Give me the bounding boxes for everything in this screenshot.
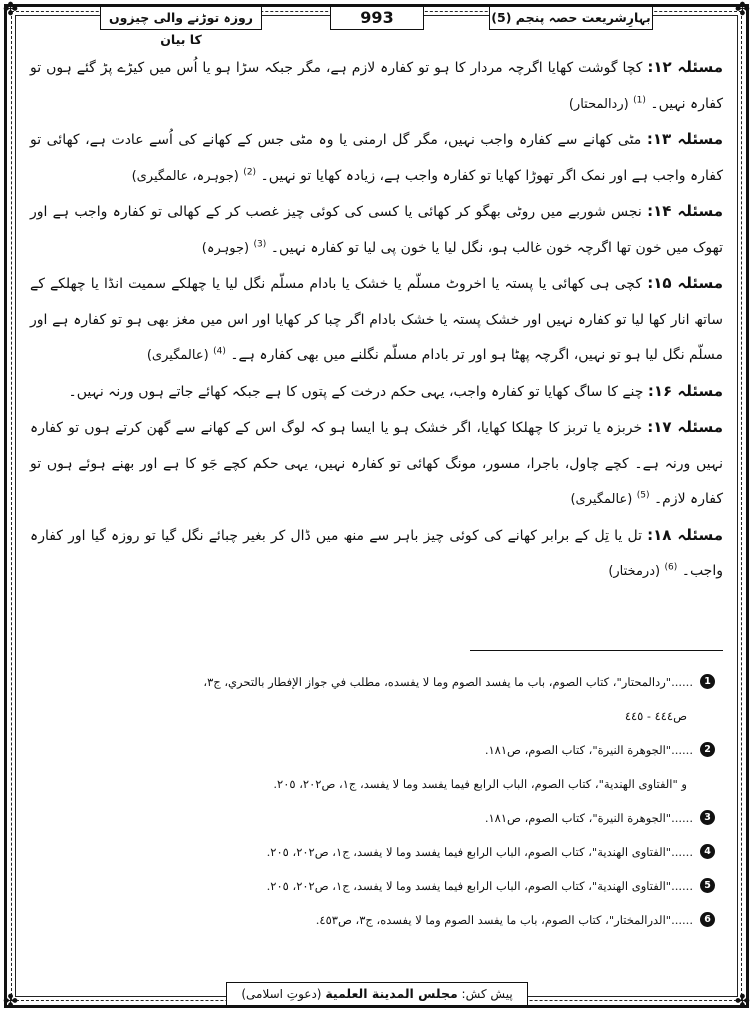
footnote-marker: (3) (253, 238, 267, 249)
corner-ornament-icon: ✤ (734, 991, 750, 1012)
footnotes (30, 665, 715, 937)
masla-paragraph (30, 194, 723, 266)
footnote-dots: ...... (671, 879, 693, 893)
page-footer (226, 982, 528, 1006)
footnote-number: 4 (700, 844, 715, 859)
footnote (30, 835, 715, 869)
masla-paragraph (30, 374, 723, 411)
footnote-text: و "الفتاوى الهندية"، كتاب الصوم، الباب الرابع فيما يفسد وما لا يفسد، ج١، ص٢٠٢، ٢٠٥. (273, 777, 687, 791)
footnote-text: "الفتاوى الهندية"، كتاب الصوم، الباب الرابع فيما يفسد وما لا يفسد، ج١، ص٢٠٢، ٢٠٥. (266, 845, 672, 859)
footnote-continuation (30, 699, 715, 733)
footnote-text: "الجوهرة النيرة"، كتاب الصوم، ص١٨١. (484, 743, 672, 757)
chapter-title: روزہ توڑنے والی چیزوں کا بیان (100, 6, 262, 30)
footnote-continuation (30, 767, 715, 801)
masla-text: نجس شوربے میں روٹی بھگو کر کھائی یا کسی کی کوئی چیز غصب کر کے کھالی تو کفارہ واجب ہے اور تھوک میں خون تھا اگرچہ خون غالب ہو، نگل لیا یا خون پی لیا تو کفارہ نہیں۔ (30, 204, 723, 256)
masla-text: کچی ہی کھائی یا پستہ یا اخروٹ مسلّم یا خشک یا بادام مسلّم نگل لیا یا چھلکے سمیت انڈا یا چھلکے کے ساتھ انار کھا لیا تو کفارہ نہیں اور خشک پستہ یا خشک بادام اگر چبا کر کھایا اور اس میں مغز بھی ہو تو کفارہ ہے اور مسلّم نگل لیا ہو تو نہیں، اگرچہ پھٹا ہو اور تر بادام مسلّم نگلنے میں بھی کفارہ ہے۔ (30, 276, 723, 363)
masla-text: کچا گوشت کھایا اگرچہ مردار کا ہو تو کفارہ لازم ہے، مگر جبکہ سڑا ہو یا اُس میں کیڑے پڑ گئے ہوں تو کفارہ نہیں۔ (30, 60, 723, 112)
main-text (30, 50, 723, 590)
footnote-dots: ...... (671, 845, 693, 859)
masla-text: چنے کا ساگ کھایا تو کفارہ واجب، یہی حکم درخت کے پتوں کا ہے جبکہ کھائے جاتے ہوں ورنہ نہیں۔ (68, 383, 644, 400)
footnote (30, 665, 715, 699)
footnote (30, 903, 715, 937)
publisher-name: مجلس المدينة العلمية (325, 986, 458, 1001)
masla-label: مسئلہ ۱۷: (647, 418, 723, 436)
corner-ornament-icon: ✤ (3, 991, 19, 1012)
footnote-marker: (5) (636, 490, 650, 501)
masla-label: مسئلہ ۱۶: (647, 381, 723, 400)
footer-prefix: پیش کش: (461, 987, 513, 1001)
publisher-org: (دعوتِ اسلامی) (241, 987, 322, 1001)
footnote-number: 1 (700, 674, 715, 689)
masla-paragraph (30, 122, 723, 194)
masla-text: خربزہ یا تربز کا چھلکا کھایا، اگر خشک ہو یا ایسا ہو کہ لوگ اس کے کھانے سے گھن کرتے ہوں تو کفارہ نہیں ورنہ ہے۔ کچے چاول، باجرا، مسور، مونگ کھائی تو کفارہ نہیں، یہی حکم کچے جَو کا ہے اور بھنے ہوئے ہوں تو کفارہ لازم۔ (30, 420, 723, 507)
footnote-number: 5 (700, 878, 715, 893)
corner-ornament-icon: ✤ (734, 0, 750, 20)
footnote-dots: ...... (671, 811, 693, 825)
footnote-marker: (2) (243, 166, 257, 177)
footnote-dots: ...... (671, 743, 693, 757)
masla-paragraph (30, 266, 723, 374)
masla-reference: (جوہرہ) (201, 240, 250, 256)
footnote-text: "الدرالمختار"، كتاب الصوم، باب ما يفسد الصوم وما لا يفسده، ج٣، ص٤٥٣. (315, 913, 672, 927)
footnote-text: "الفتاوى الهندية"، كتاب الصوم، الباب الرابع فيما يفسد وما لا يفسد، ج١، ص٢٠٢، ٢٠٥. (266, 879, 672, 893)
masla-reference: (عالمگیری) (570, 492, 633, 507)
masla-label: مسئلہ ۱۵: (647, 274, 724, 292)
book-title: بہارِشریعت حصہ پنجم (5) (489, 6, 653, 30)
masla-reference: (جوہرہ، عالمگیری) (131, 168, 239, 184)
masla-paragraph (30, 50, 723, 122)
footnote-number: 3 (700, 810, 715, 825)
page-header (100, 6, 653, 47)
footnote-text: ص٤٤٤ - ٤٤٥ (624, 709, 687, 723)
masla-reference: (عالمگیری) (146, 348, 209, 363)
footnote (30, 869, 715, 903)
masla-reference: (درمختار) (608, 564, 661, 579)
footnote-text: "ردالمحتار"، كتاب الصوم، باب ما يفسد الصوم وما لا يفسده، مطلب في جواز الإفطار بالتحري، ج٣، (203, 675, 672, 689)
corner-ornament-icon: ✤ (3, 0, 19, 20)
footnote-text: "الجوهرة النيرة"، كتاب الصوم، ص١٨١. (484, 811, 672, 825)
masla-paragraph (30, 518, 723, 590)
footnote-marker: (4) (213, 346, 226, 357)
footnote-dots: ...... (671, 675, 693, 689)
footnote-number: 6 (700, 912, 715, 927)
masla-text: تل یا تِل کے برابر کھانے کی کوئی چیز باہر سے منھ میں ڈال کر بغیر چبائے نگل گیا تو روزہ گیا اور کفارہ واجب۔ (30, 527, 723, 579)
masla-label: مسئلہ ۱۲: (647, 58, 724, 76)
footnote-dots: ...... (671, 913, 693, 927)
masla-paragraph (30, 410, 723, 518)
footnote (30, 733, 715, 767)
footnote (30, 801, 715, 835)
masla-label: مسئلہ ۱۳: (646, 130, 723, 148)
masla-label: مسئلہ ۱۸: (647, 525, 723, 544)
masla-text: مٹی کھانے سے کفارہ واجب نہیں، مگر گل ارمنی یا وہ مٹی جس کے کھانے کی اُسے عادت ہے، کھائی تو کفارہ واجب ہے اور نمک اگر تھوڑا کھایا تو کفارہ واجب ہے، زیادہ کھایا تو نہیں۔ (30, 132, 723, 184)
footnote-marker: (1) (633, 94, 646, 105)
masla-reference: (ردالمحتار) (568, 96, 629, 112)
footnote-number: 2 (700, 742, 715, 757)
footnote-marker: (6) (664, 562, 678, 573)
footnote-divider (470, 650, 723, 651)
page-number: 993 (330, 6, 424, 30)
masla-label: مسئلہ ۱۴: (647, 202, 723, 220)
